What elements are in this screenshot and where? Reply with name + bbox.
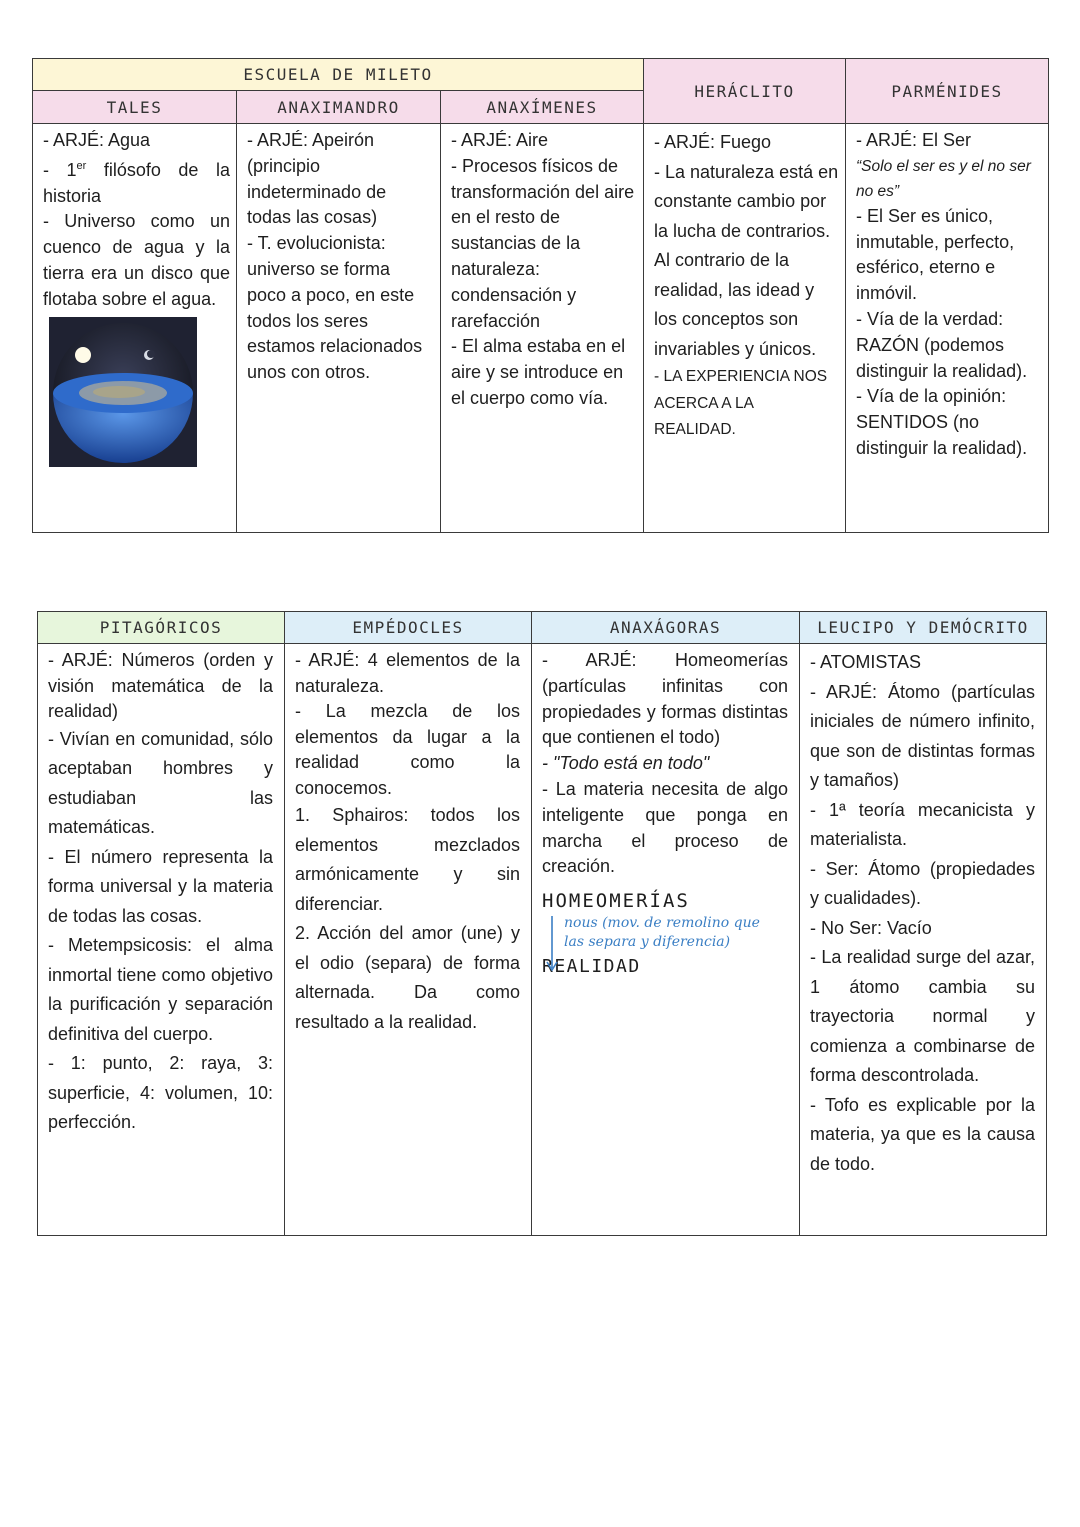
tales-universe: - Universo como un cuenco de agua y la tierra era un disco que flotaba sobre el agua. xyxy=(43,211,230,309)
earth-disc-globe-image xyxy=(49,317,197,467)
pitagoricos-arje: - ARJÉ: Números (orden y visión matemática de la realidad) xyxy=(48,650,273,721)
cell-anaximenes xyxy=(441,124,644,533)
empedocles-sphairos: 1. Sphairos: todos los elementos mezclados armónicamente y sin diferenciar. xyxy=(295,805,520,914)
header-parmenides: PARMÉNIDES xyxy=(846,59,1049,124)
parmenides-via-verdad: - Vía de la verdad: RAZÓN (podemos distinguir la realidad). xyxy=(856,308,1028,381)
leucipo-mecanicista: - 1ª teoría mecanicista y materialista. xyxy=(810,799,1035,849)
parmenides-quote: “Solo el ser es y el no ser no es” xyxy=(856,157,1031,200)
cell-heraclito xyxy=(644,124,846,533)
anaximandro-evolucionista: - T. evolucionista: universo se forma poco a poco, en este todos los seres estamos relacionados unos con otros. xyxy=(247,233,423,383)
header-heraclito: HERÁCLITO xyxy=(644,59,846,124)
cell-leucipo-democrito xyxy=(800,644,1047,1236)
parmenides-ser: - El Ser es único, inmutable, perfecto, esférico, eterno e inmóvil. xyxy=(856,205,1015,304)
heraclito-experiencia: - LA EXPERIENCIA NOS ACERCA A LA REALIDAD. xyxy=(654,368,828,438)
leucipo-materia: - Tofo es explicable por la materia, ya que es la causa de todo. xyxy=(810,1094,1035,1174)
leucipo-azar: - La realidad surge del azar, 1 átomo cambia su trayectoria normal y comienza a combinarse de forma descontrolada. xyxy=(810,947,1035,1085)
header-tales: TALES xyxy=(33,91,237,124)
tales-arje: - ARJÉ: Agua xyxy=(43,130,151,150)
header-anaximandro: ANAXIMANDRO xyxy=(237,91,441,124)
leucipo-atomistas: - ATOMISTAS xyxy=(810,652,922,672)
handwritten-realidad: REALIDAD xyxy=(542,956,641,978)
pitagoricos-numeros: - 1: punto, 2: raya, 3: superficie, 4: volumen, 10: perfección. xyxy=(48,1053,273,1132)
anaxagoras-materia: - La materia necesita de algo inteligente que ponga en marcha el proceso de creación. xyxy=(542,778,788,877)
header-pitagoricos: PITAGÓRICOS xyxy=(38,612,285,644)
cell-anaximandro xyxy=(237,124,441,533)
handwritten-nous-note: nous (mov. de remolino que las separa y diferencia) xyxy=(564,915,760,951)
parmenides-via-opinion: - Vía de la opinión: SENTIDOS (no distinguir la realidad). xyxy=(856,386,1028,458)
tales-first-philosopher: - 1er filósofo de la historia xyxy=(43,159,230,206)
header-empedocles: EMPÉDOCLES xyxy=(285,612,532,644)
presocratics-table-2 xyxy=(37,611,1047,1236)
header-anaximenes: ANAXÍMENES xyxy=(441,91,644,124)
parmenides-arje: - ARJÉ: El Ser xyxy=(856,130,972,150)
heraclito-cambio: - La naturaleza está en constante cambio por la lucha de contrarios. xyxy=(654,161,839,241)
leucipo-ser: - Ser: Átomo (propiedades y cualidades). xyxy=(810,858,1035,908)
empedocles-amor-odio: 2. Acción del amor (une) y el odio (separa) de forma alternada. Da como resultado a la realidad. xyxy=(295,923,520,1032)
pitagoricos-comunidad: - Vivían en comunidad, sólo aceptaban hombres y estudiaban las matemáticas. xyxy=(48,728,273,837)
cell-empedocles xyxy=(285,644,532,1236)
anaximenes-arje: - ARJÉ: Aire xyxy=(451,130,549,150)
anaximenes-procesos: - Procesos físicos de transformación del aire en el resto de sustancias de la naturaleza: condensación y rarefacción xyxy=(451,155,635,331)
header-escuela-de-mileto: ESCUELA DE MILETO xyxy=(33,59,644,91)
header-anaxagoras: ANAXÁGORAS xyxy=(532,612,800,644)
leucipo-arje: - ARJÉ: Átomo (partículas iniciales de número infinito, que son de distintas formas y tamaños) xyxy=(810,681,1035,790)
pitagoricos-numero: - El número representa la forma universal y la materia de todas las cosas. xyxy=(48,846,273,926)
arrow-down-icon xyxy=(546,916,558,972)
empedocles-mezcla: - La mezcla de los elementos da lugar a la realidad como la conocemos. xyxy=(295,701,520,798)
heraclito-arje: - ARJÉ: Fuego xyxy=(654,132,772,152)
empedocles-arje: - ARJÉ: 4 elementos de la naturaleza. xyxy=(295,650,520,696)
anaximenes-alma: - El alma estaba en el aire y se introduce en el cuerpo como vía. xyxy=(451,336,626,408)
cell-pitagoricos xyxy=(38,644,285,1236)
cell-parmenides xyxy=(846,124,1049,533)
handwritten-homeomerias: HOMEOMERÍAS xyxy=(542,890,690,913)
cell-tales xyxy=(33,124,237,533)
anaxagoras-arje: - ARJÉ: Homeomerías (partículas infinitas con propiedades y formas distintas que contienen el todo) xyxy=(542,650,788,748)
presocratics-table-1 xyxy=(32,58,1049,533)
anaximandro-arje: - ARJÉ: Apeirón (principio indeterminado de todas las cosas) xyxy=(247,130,387,228)
leucipo-no-ser: - No Ser: Vacío xyxy=(810,917,932,938)
anaxagoras-quote: - "Todo está en todo" xyxy=(542,753,710,774)
cell-anaxagoras xyxy=(532,644,800,1236)
header-leucipo-democrito: LEUCIPO Y DEMÓCRITO xyxy=(800,612,1047,644)
heraclito-conceptos: Al contrario de la realidad, las idead y los conceptos son invariables y únicos. xyxy=(654,250,817,359)
pitagoricos-metempsicosis: - Metempsicosis: el alma inmortal tiene como objetivo la purificación y separación definitiva del cuerpo. xyxy=(48,935,273,1044)
